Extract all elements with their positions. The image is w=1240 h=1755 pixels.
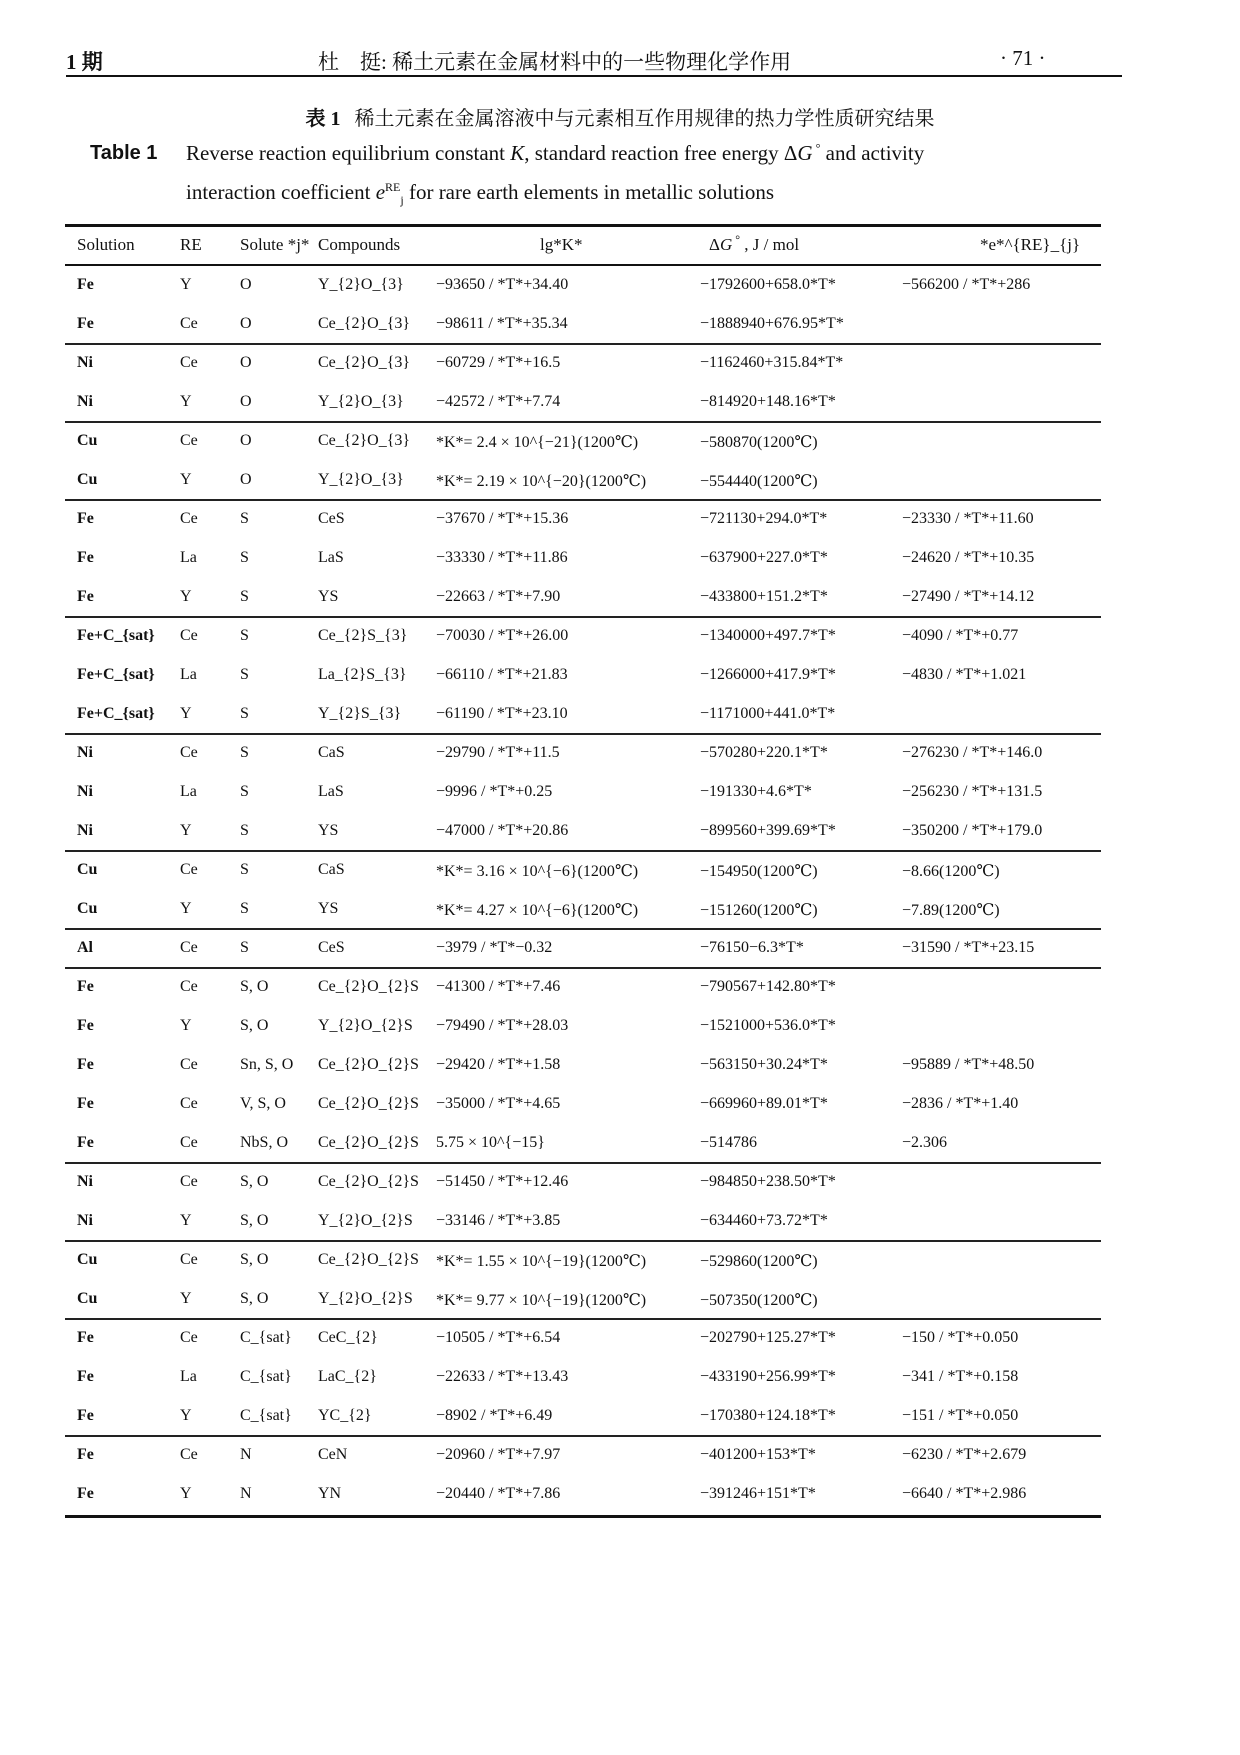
page-number: · 71 · [1000,46,1046,70]
cell-solute: S, O [240,1173,269,1190]
table-row [0,461,1240,500]
cell-solution: Al [77,939,93,956]
cell-compound: Y_{2}S_{3} [318,705,402,722]
cell-delta-g: −529860(1200℃) [700,1253,818,1270]
cell-re: Ce [180,1446,198,1463]
cell-solution: Fe [77,549,94,566]
cell-compound: Y_{2}O_{2}S [318,1212,413,1229]
cell-compound: LaS [318,549,344,566]
cell-re: Ce [180,1173,198,1190]
cell-compound: Ce_{2}O_{2}S [318,1251,419,1268]
cell-interaction-coef: −150 / *T*+0.050 [902,1329,1019,1346]
cell-solute: N [240,1446,252,1463]
cell-lgk: *K*= 3.16 × 10^{−6}(1200℃) [436,863,639,880]
cell-compound: Ce_{2}O_{3} [318,315,411,332]
cell-solute: C_{sat} [240,1407,292,1424]
cell-interaction-coef: −24620 / *T*+10.35 [902,549,1035,566]
header-rule [66,75,1122,77]
cell-re: Y [180,588,192,605]
cell-lgk: *K*= 2.4 × 10^{−21}(1200℃) [436,434,639,451]
table-row [0,1319,1240,1358]
cell-compound: CeS [318,510,345,527]
cell-delta-g: −814920+148.16*T* [700,393,836,410]
cell-solute: V, S, O [240,1095,286,1112]
cell-solution: Cu [77,861,98,878]
cell-lgk: −33330 / *T*+11.86 [436,549,568,566]
cell-compound: Ce_{2}O_{2}S [318,1095,419,1112]
cell-compound: LaC_{2} [318,1368,377,1385]
cell-compound: CeN [318,1446,348,1463]
cell-delta-g: −170380+124.18*T* [700,1407,836,1424]
cell-solution: Fe [77,1407,94,1424]
cell-re: Ce [180,1251,198,1268]
cell-interaction-coef: −566200 / *T*+286 [902,276,1031,293]
cell-interaction-coef: −8.66(1200℃) [902,863,1000,880]
cell-re: Ce [180,1329,198,1346]
cell-lgk: −70030 / *T*+26.00 [436,627,569,644]
cell-solution: Fe [77,1446,94,1463]
cell-solution: Fe [77,1017,94,1034]
cell-compound: Ce_{2}O_{2}S [318,1134,419,1151]
cell-compound: CaS [318,744,345,761]
cell-compound: Y_{2}O_{2}S [318,1017,413,1034]
cell-delta-g: −433190+256.99*T* [700,1368,836,1385]
cell-compound: Ce_{2}O_{3} [318,354,411,371]
cell-solute: O [240,315,252,332]
cell-lgk: −29790 / *T*+11.5 [436,744,560,761]
cell-re: Y [180,900,192,917]
cell-re: Y [180,1017,192,1034]
table-row [0,1280,1240,1319]
column-header-interaction-coef: *e*^{RE}_{j} [980,235,1081,254]
cell-delta-g: −984850+238.50*T* [700,1173,836,1190]
cell-solution: Ni [77,354,93,371]
cell-interaction-coef: −6640 / *T*+2.986 [902,1485,1027,1502]
cell-interaction-coef: −27490 / *T*+14.12 [902,588,1035,605]
cell-interaction-coef: −256230 / *T*+131.5 [902,783,1043,800]
cell-solute: NbS, O [240,1134,289,1151]
issue-number: 1 期 [66,50,103,74]
cell-interaction-coef: −95889 / *T*+48.50 [902,1056,1035,1073]
cell-interaction-coef: −276230 / *T*+146.0 [902,744,1043,761]
table-row [0,1085,1240,1124]
cell-compound: Ce_{2}O_{2}S [318,1173,419,1190]
cell-solute: S [240,588,249,605]
cell-delta-g: −514786 [700,1134,758,1151]
cell-delta-g: −1162460+315.84*T* [700,354,844,371]
table-row [0,539,1240,578]
cell-solute: O [240,393,252,410]
column-header-delta-g: ΔG ° , J / mol [709,232,800,254]
table-row [0,422,1240,461]
table-row [0,1241,1240,1280]
table-row [0,968,1240,1007]
cell-re: Y [180,1290,192,1307]
cell-solute: S, O [240,1017,269,1034]
cell-solution: Ni [77,783,93,800]
cell-compound: Ce_{2}O_{2}S [318,1056,419,1073]
cell-solution: Fe [77,588,94,605]
cell-solute: O [240,276,252,293]
cell-re: Ce [180,315,198,332]
cell-solution: Fe [77,510,94,527]
cell-lgk: *K*= 4.27 × 10^{−6}(1200℃) [436,902,639,919]
cell-solute: Sn, S, O [240,1056,294,1073]
cell-re: Y [180,471,192,488]
cell-delta-g: −401200+153*T* [700,1446,816,1463]
cell-re: Ce [180,627,198,644]
cell-compound: YN [318,1485,342,1502]
table-row [0,1397,1240,1436]
cell-lgk: −60729 / *T*+16.5 [436,354,561,371]
cell-solution: Ni [77,744,93,761]
cell-delta-g: −202790+125.27*T* [700,1329,836,1346]
cell-interaction-coef: −6230 / *T*+2.679 [902,1446,1027,1463]
cell-re: Ce [180,1095,198,1112]
cell-lgk: −98611 / *T*+35.34 [436,315,568,332]
cell-solute: S, O [240,1290,269,1307]
cell-solution: Cu [77,1251,98,1268]
cell-solute: N [240,1485,252,1502]
cell-solution: Fe [77,1368,94,1385]
table-title-cn [0,102,1240,131]
table-caption-line1: Reverse reaction equilibrium constant K, standard reaction free energy ΔG ° and activity [186,141,925,165]
cell-solution: Fe+C_{sat} [77,666,155,683]
cell-interaction-coef: −31590 / *T*+23.15 [902,939,1035,956]
cell-interaction-coef: −7.89(1200℃) [902,902,1000,919]
cell-compound: La_{2}S_{3} [318,666,407,683]
cell-solute: S, O [240,978,269,995]
column-header-compound: Compounds [318,235,401,254]
cell-solution: Fe [77,315,94,332]
table-bottom-rule [65,1515,1101,1518]
cell-re: Y [180,276,192,293]
cell-solution: Fe [77,1485,94,1502]
cell-solute: S [240,666,249,683]
cell-delta-g: −433800+151.2*T* [700,588,828,605]
table-label-en: Table 1 [90,142,158,164]
cell-re: Ce [180,1056,198,1073]
cell-lgk: 5.75 × 10^{−15} [436,1134,545,1151]
cell-solute: S [240,627,249,644]
cell-solution: Cu [77,1290,98,1307]
cell-solution: Fe [77,1095,94,1112]
cell-solution: Ni [77,393,93,410]
cell-re: Ce [180,939,198,956]
cell-solute: S [240,549,249,566]
table-top-rule [65,224,1101,227]
cell-lgk: −22663 / *T*+7.90 [436,588,561,605]
table-row [0,1475,1240,1514]
cell-delta-g: −790567+142.80*T* [700,978,836,995]
table-row [0,695,1240,734]
cell-compound: YS [318,822,339,839]
cell-re: La [180,1368,197,1385]
cell-delta-g: −151260(1200℃) [700,902,818,919]
column-header-re: RE [180,235,202,254]
cell-solute: C_{sat} [240,1329,292,1346]
table-row [0,656,1240,695]
cell-interaction-coef: −23330 / *T*+11.60 [902,510,1034,527]
cell-solute: S [240,822,249,839]
cell-solute: S [240,510,249,527]
cell-delta-g: −154950(1200℃) [700,863,818,880]
cell-re: Ce [180,861,198,878]
table-row [0,383,1240,422]
cell-lgk: −35000 / *T*+4.65 [436,1095,561,1112]
table-row [0,812,1240,851]
cell-lgk: −33146 / *T*+3.85 [436,1212,561,1229]
cell-lgk: −79490 / *T*+28.03 [436,1017,569,1034]
cell-lgk: −66110 / *T*+21.83 [436,666,568,683]
cell-solute: S [240,783,249,800]
cell-re: Y [180,393,192,410]
cell-solute: O [240,471,252,488]
cell-re: La [180,666,197,683]
cell-solution: Fe [77,1134,94,1151]
table-title-cn-text: 稀土元素在金属溶液中与元素相互作用规律的热力学性质研究结果 [354,108,935,130]
cell-interaction-coef: −4830 / *T*+1.021 [902,666,1027,683]
cell-delta-g: −1340000+497.7*T* [700,627,836,644]
cell-re: La [180,549,197,566]
cell-delta-g: −76150−6.3*T* [700,939,804,956]
cell-lgk: −22633 / *T*+13.43 [436,1368,569,1385]
column-header-solution: Solution [77,235,135,254]
cell-delta-g: −554440(1200℃) [700,473,818,490]
cell-solute: O [240,354,252,371]
cell-lgk: −47000 / *T*+20.86 [436,822,569,839]
cell-interaction-coef: −2836 / *T*+1.40 [902,1095,1019,1112]
cell-interaction-coef: −350200 / *T*+179.0 [902,822,1043,839]
table-label-cn: 表 1 [305,108,341,130]
cell-lgk: −20960 / *T*+7.97 [436,1446,561,1463]
cell-solute: S [240,900,249,917]
cell-compound: Ce_{2}O_{2}S [318,978,419,995]
cell-solute: S [240,939,249,956]
cell-lgk: −51450 / *T*+12.46 [436,1173,569,1190]
cell-solution: Cu [77,432,98,449]
cell-compound: CaS [318,861,345,878]
cell-delta-g: −1888940+676.95*T* [700,315,844,332]
cell-solute: S [240,744,249,761]
cell-re: Y [180,822,192,839]
cell-solution: Fe+C_{sat} [77,627,155,644]
cell-interaction-coef: −2.306 [902,1134,948,1151]
cell-compound: LaS [318,783,344,800]
cell-delta-g: −580870(1200℃) [700,434,818,451]
cell-delta-g: −391246+151*T* [700,1485,816,1502]
cell-lgk: −10505 / *T*+6.54 [436,1329,561,1346]
cell-lgk: −9996 / *T*+0.25 [436,783,553,800]
cell-interaction-coef: −4090 / *T*+0.77 [902,627,1019,644]
cell-compound: CeC_{2} [318,1329,378,1346]
table-row [0,1163,1240,1202]
cell-compound: CeS [318,939,345,956]
cell-compound: Y_{2}O_{3} [318,471,404,488]
column-header-solute: Solute *j* [240,235,310,254]
cell-re: Ce [180,1134,198,1151]
table-row [0,773,1240,812]
cell-solution: Fe+C_{sat} [77,705,155,722]
cell-solute: O [240,432,252,449]
cell-re: Y [180,1485,192,1502]
cell-delta-g: −1792600+658.0*T* [700,276,836,293]
cell-lgk: −93650 / *T*+34.40 [436,276,569,293]
table-row [0,1007,1240,1046]
cell-lgk: −3979 / *T*−0.32 [436,939,553,956]
cell-solution: Cu [77,900,98,917]
table-row [0,851,1240,890]
cell-solution: Fe [77,1329,94,1346]
cell-lgk: −37670 / *T*+15.36 [436,510,569,527]
cell-delta-g: −899560+399.69*T* [700,822,836,839]
cell-delta-g: −570280+220.1*T* [700,744,828,761]
table-row [0,1358,1240,1397]
cell-delta-g: −507350(1200℃) [700,1292,818,1309]
cell-re: Ce [180,432,198,449]
cell-lgk: −61190 / *T*+23.10 [436,705,568,722]
cell-re: Ce [180,510,198,527]
cell-delta-g: −563150+30.24*T* [700,1056,828,1073]
cell-compound: YS [318,588,339,605]
cell-delta-g: −1171000+441.0*T* [700,705,836,722]
cell-solute: S [240,705,249,722]
cell-compound: Y_{2}O_{2}S [318,1290,413,1307]
cell-interaction-coef: −341 / *T*+0.158 [902,1368,1019,1385]
cell-delta-g: −721130+294.0*T* [700,510,828,527]
cell-solution: Ni [77,1173,93,1190]
cell-solution: Fe [77,1056,94,1073]
table-row [0,617,1240,656]
cell-lgk: *K*= 1.55 × 10^{−19}(1200℃) [436,1253,647,1270]
table-row [0,929,1240,968]
cell-re: Y [180,1407,192,1424]
cell-solute: C_{sat} [240,1368,292,1385]
cell-solution: Ni [77,1212,93,1229]
cell-lgk: *K*= 2.19 × 10^{−20}(1200℃) [436,473,647,490]
cell-compound: Y_{2}O_{3} [318,276,404,293]
cell-compound: Y_{2}O_{3} [318,393,404,410]
column-header-lgk: lg*K* [540,235,583,254]
cell-compound: Ce_{2}S_{3} [318,627,408,644]
cell-delta-g: −1266000+417.9*T* [700,666,836,683]
cell-solute: S, O [240,1251,269,1268]
cell-lgk: −41300 / *T*+7.46 [436,978,561,995]
table-row [0,1124,1240,1163]
cell-re: Y [180,1212,192,1229]
cell-lgk: −8902 / *T*+6.49 [436,1407,553,1424]
cell-lgk: −20440 / *T*+7.86 [436,1485,561,1502]
cell-solution: Cu [77,471,98,488]
table-row [0,305,1240,344]
table-row [0,266,1240,305]
cell-delta-g: −191330+4.6*T* [700,783,812,800]
table-caption-line2: interaction coefficient $e^{RE}_j$ for rare earth elements in metallic solutions [186,180,774,208]
cell-delta-g: −669960+89.01*T* [700,1095,828,1112]
cell-solution: Ni [77,822,93,839]
cell-solution: Fe [77,978,94,995]
cell-re: Y [180,705,192,722]
table-row [0,734,1240,773]
cell-re: Ce [180,978,198,995]
cell-lgk: −29420 / *T*+1.58 [436,1056,561,1073]
cell-compound: Ce_{2}O_{3} [318,432,411,449]
table-row [0,890,1240,929]
cell-delta-g: −637900+227.0*T* [700,549,828,566]
table-row [0,1436,1240,1475]
table-row [0,578,1240,617]
table-row [0,344,1240,383]
cell-delta-g: −634460+73.72*T* [700,1212,828,1229]
table-row [0,1202,1240,1241]
running-title: 杜 挺: 稀土元素在金属材料中的一些物理化学作用 [318,50,792,74]
cell-lgk: −42572 / *T*+7.74 [436,393,561,410]
cell-re: La [180,783,197,800]
cell-solute: S [240,861,249,878]
cell-lgk: *K*= 9.77 × 10^{−19}(1200℃) [436,1292,647,1309]
table-row [0,1046,1240,1085]
cell-solution: Fe [77,276,94,293]
cell-compound: YS [318,900,339,917]
cell-solute: S, O [240,1212,269,1229]
cell-re: Ce [180,354,198,371]
table-row [0,500,1240,539]
cell-re: Ce [180,744,198,761]
cell-compound: YC_{2} [318,1407,372,1424]
cell-delta-g: −1521000+536.0*T* [700,1017,836,1034]
cell-interaction-coef: −151 / *T*+0.050 [902,1407,1019,1424]
